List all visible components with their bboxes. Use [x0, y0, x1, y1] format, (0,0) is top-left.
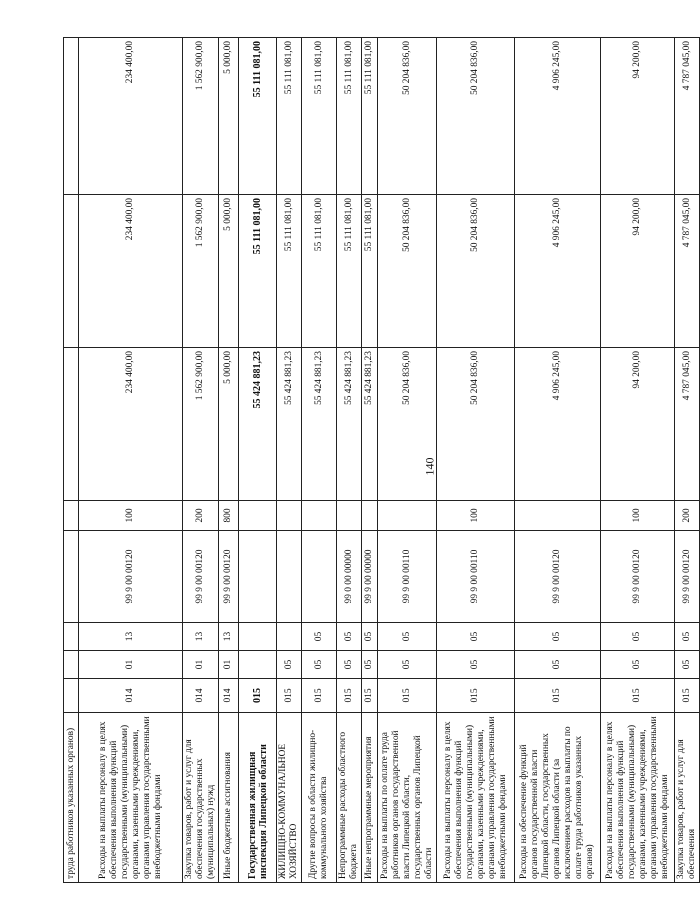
table-row: [79, 38, 183, 883]
row-sum-2: 55 111 081,00: [277, 195, 302, 348]
row-sum-1: 94 200,00: [601, 348, 675, 501]
row-sum-1: 55 424 881,23: [239, 348, 277, 501]
table-row: [437, 38, 515, 883]
row-name: Расходы на выплаты персоналу в целях обеспечения выполнения функций государственными (муниципальными) органами, казенными учреждениями, органами управления государственными внебюджетными фондами: [437, 713, 515, 883]
row-pr: 05: [515, 623, 601, 651]
row-vr: 200: [675, 501, 700, 531]
row-rz: 01: [79, 651, 183, 679]
row-sum-3: 55 111 081,00: [277, 38, 302, 195]
row-name: Непрограммные расходы областного бюджета: [337, 713, 362, 883]
row-sum-2: 55 111 081,00: [302, 195, 337, 348]
row-sum-3: 234 400,00: [79, 38, 183, 195]
row-rz: 05: [277, 651, 302, 679]
row-pr: [64, 623, 79, 651]
table-row: [302, 38, 337, 883]
row-rz: 01: [183, 651, 219, 679]
row-sum-2: [64, 195, 79, 348]
row-vr: 100: [79, 501, 183, 531]
row-ved: 015: [362, 679, 378, 713]
table-row: [378, 38, 437, 883]
rotated-table-wrapper: [63, 38, 697, 883]
row-ved: 014: [183, 679, 219, 713]
row-ved: 015: [601, 679, 675, 713]
table-body: [64, 38, 700, 883]
row-pr: 05: [601, 623, 675, 651]
row-vr: [239, 501, 277, 531]
table-row: [64, 38, 79, 883]
row-sum-2: 55 111 081,00: [362, 195, 378, 348]
row-name: Другие вопросы в области жилищно-коммунального хозяйства: [302, 713, 337, 883]
row-sum-2: 55 111 081,00: [239, 195, 277, 348]
row-name: Закупка товаров, работ и услуг для обеспечения: [675, 713, 700, 883]
row-csr: 99 9 00 00120: [601, 531, 675, 623]
row-sum-2: 50 204 836,00: [437, 195, 515, 348]
row-rz: 05: [437, 651, 515, 679]
row-sum-1: 50 204 836,00: [437, 348, 515, 501]
table-row: [337, 38, 362, 883]
row-rz: 05: [675, 651, 700, 679]
row-vr: [337, 501, 362, 531]
row-name: Иные непрограммные мероприятия: [362, 713, 378, 883]
row-name: труда работников указанных органов): [64, 713, 79, 883]
row-sum-3: 55 111 081,00: [302, 38, 337, 195]
row-sum-3: [64, 38, 79, 195]
row-sum-3: 4 906 245,00: [515, 38, 601, 195]
row-ved: 014: [79, 679, 183, 713]
row-sum-1: 55 424 881,23: [302, 348, 337, 501]
budget-table: [63, 37, 700, 883]
row-csr: [64, 531, 79, 623]
row-sum-2: 94 200,00: [601, 195, 675, 348]
row-sum-1: 234 400,00: [79, 348, 183, 501]
row-sum-3: 4 787 045,00: [675, 38, 700, 195]
row-csr: 99 9 00 00110: [378, 531, 437, 623]
table-row: [183, 38, 219, 883]
row-sum-1: 5 000,00: [219, 348, 239, 501]
row-name: Государственная жилищная инспекция Липецкой области: [239, 713, 277, 883]
row-sum-2: 1 562 900,00: [183, 195, 219, 348]
row-name: Расходы на обеспечение функций органов государственной власти Липецкой области, государственных органов Липецкой области (за исключением расходов на выплаты по оплате труда работников указанных органов): [515, 713, 601, 883]
row-csr: 99 9 00 00120: [79, 531, 183, 623]
row-sum-1: 4 906 245,00: [515, 348, 601, 501]
row-ved: 015: [437, 679, 515, 713]
row-ved: 015: [302, 679, 337, 713]
row-pr: 05: [675, 623, 700, 651]
row-sum-2: 234 400,00: [79, 195, 183, 348]
row-pr: 05: [437, 623, 515, 651]
row-sum-3: 50 204 836,00: [437, 38, 515, 195]
row-rz: 05: [515, 651, 601, 679]
row-csr: 99 9 00 00120: [515, 531, 601, 623]
row-ved: 014: [219, 679, 239, 713]
row-sum-3: 50 204 836,00: [378, 38, 437, 195]
table-row: [239, 38, 277, 883]
row-vr: [64, 501, 79, 531]
row-vr: [515, 501, 601, 531]
row-vr: 100: [437, 501, 515, 531]
row-rz: 05: [362, 651, 378, 679]
row-pr: 13: [183, 623, 219, 651]
row-name: Закупка товаров, работ и услуг для обеспечения государственных (муниципальных) нужд: [183, 713, 219, 883]
table-row: [515, 38, 601, 883]
row-ved: [64, 679, 79, 713]
row-sum-1: 4 787 045,00: [675, 348, 700, 501]
row-vr: [362, 501, 378, 531]
row-name: ЖИЛИЩНО-КОММУНАЛЬНОЕ ХОЗЯЙСТВО: [277, 713, 302, 883]
row-sum-1: 55 424 881,23: [337, 348, 362, 501]
row-sum-1: 55 424 881,23: [362, 348, 378, 501]
row-pr: 13: [219, 623, 239, 651]
row-pr: 05: [302, 623, 337, 651]
row-ved: 015: [515, 679, 601, 713]
row-sum-3: 55 111 081,00: [239, 38, 277, 195]
row-rz: 05: [601, 651, 675, 679]
row-csr: 99 9 00 00120: [219, 531, 239, 623]
row-csr: 99 9 00 00110: [437, 531, 515, 623]
row-rz: [64, 651, 79, 679]
row-sum-3: 5 000,00: [219, 38, 239, 195]
row-pr: 05: [337, 623, 362, 651]
table-row: [277, 38, 302, 883]
table-row: [362, 38, 378, 883]
row-rz: 05: [378, 651, 437, 679]
row-sum-2: 4 906 245,00: [515, 195, 601, 348]
row-sum-3: 55 111 081,00: [337, 38, 362, 195]
row-sum-3: 94 200,00: [601, 38, 675, 195]
row-name: Иные бюджетные ассигнования: [219, 713, 239, 883]
table-row: [675, 38, 700, 883]
row-ved: 015: [239, 679, 277, 713]
row-sum-3: 55 111 081,00: [362, 38, 378, 195]
row-rz: 05: [337, 651, 362, 679]
row-csr: [302, 531, 337, 623]
row-name: Расходы на выплаты по оплате труда работников органов государственной власти Липецкой области, государственных органов Липецкой области: [378, 713, 437, 883]
row-name: Расходы на выплаты персоналу в целях обеспечения выполнения функций государственными (муниципальными) органами, казенными учреждениями, органами управления государственными внебюджетными фондами: [79, 713, 183, 883]
row-rz: 05: [302, 651, 337, 679]
row-csr: 99 9 00 00120: [183, 531, 219, 623]
table-row: [219, 38, 239, 883]
row-csr: 99 9 00 00120: [675, 531, 700, 623]
row-csr: 99 9 00 00000: [362, 531, 378, 623]
page-number: 140: [422, 457, 437, 476]
row-vr: [277, 501, 302, 531]
row-csr: [277, 531, 302, 623]
row-rz: 01: [219, 651, 239, 679]
row-csr: [239, 531, 277, 623]
table-row: [601, 38, 675, 883]
row-vr: 200: [183, 501, 219, 531]
row-pr: 05: [362, 623, 378, 651]
row-csr: 99 0 00 00000: [337, 531, 362, 623]
row-ved: 015: [675, 679, 700, 713]
row-ved: 015: [277, 679, 302, 713]
row-sum-1: 55 424 881,23: [277, 348, 302, 501]
row-sum-3: 1 562 900,00: [183, 38, 219, 195]
row-sum-2: 5 000,00: [219, 195, 239, 348]
row-vr: 100: [601, 501, 675, 531]
row-ved: 015: [337, 679, 362, 713]
row-rz: [239, 651, 277, 679]
row-pr: [239, 623, 277, 651]
row-sum-2: 4 787 045,00: [675, 195, 700, 348]
row-vr: [378, 501, 437, 531]
row-pr: 13: [79, 623, 183, 651]
row-pr: [277, 623, 302, 651]
row-sum-2: 50 204 836,00: [378, 195, 437, 348]
row-sum-1: 50 204 836,00: [378, 348, 437, 501]
row-vr: [302, 501, 337, 531]
row-pr: 05: [378, 623, 437, 651]
row-vr: 800: [219, 501, 239, 531]
row-sum-2: 55 111 081,00: [337, 195, 362, 348]
row-sum-1: 1 562 900,00: [183, 348, 219, 501]
row-sum-1: [64, 348, 79, 501]
row-name: Расходы на выплаты персоналу в целях обеспечения выполнения функций государственными (муниципальными) органами, казенными учреждениями, органами управления государственными внебюджетными фондами: [601, 713, 675, 883]
row-ved: 015: [378, 679, 437, 713]
